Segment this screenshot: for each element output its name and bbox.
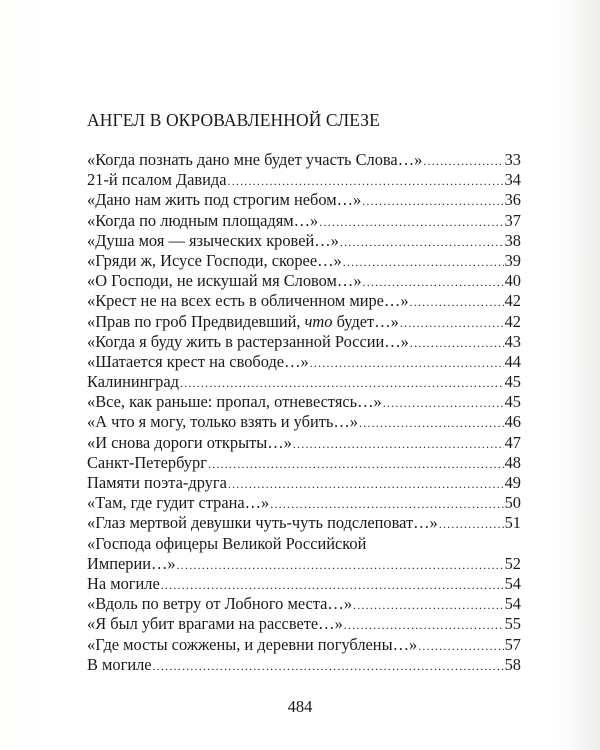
toc-page-number: 47 bbox=[504, 432, 521, 452]
toc-entry: «Душа моя — языческих кровей…» ..... 38 bbox=[87, 231, 521, 251]
toc-page-number: 46 bbox=[504, 412, 521, 432]
toc-entry: «Вдоль по ветру от Лобного места…» ..... 54 bbox=[87, 594, 521, 614]
toc-page-number: 38 bbox=[504, 230, 521, 250]
page-number: 484 bbox=[287, 697, 313, 716]
toc-entry: Памяти поэта-друга ..... 49 bbox=[87, 473, 521, 493]
table-of-contents bbox=[87, 150, 521, 675]
toc-entry: 21-й псалом Давида ..... 34 bbox=[87, 170, 521, 190]
toc-entry: Калининград ..... 45 bbox=[87, 372, 521, 392]
toc-entry: «Когда познать дано мне будет участь Слова…» ..... 33 bbox=[87, 150, 521, 170]
toc-page-number: 51 bbox=[504, 513, 521, 533]
toc-page-number: 36 bbox=[504, 190, 521, 210]
toc-entry: На могиле ..... 54 bbox=[87, 574, 521, 594]
toc-entry: «А что я могу, только взять и убить…» ..... 46 bbox=[87, 412, 521, 432]
toc-page-number: 34 bbox=[504, 170, 521, 190]
toc-page-number: 49 bbox=[504, 473, 521, 492]
toc-entry: «Господа офицеры Великой Российской Империи…» ..... 52 bbox=[87, 534, 521, 574]
toc-entry: В могиле ..... 58 bbox=[87, 655, 521, 675]
toc-entry: «Глаз мертвой девушки чуть-чуть подслеповат…» ..... 51 bbox=[87, 513, 521, 533]
toc-entry: «Я был убит врагами на рассвете…» ..... 55 bbox=[87, 614, 521, 634]
toc-page-number: 33 bbox=[504, 150, 521, 169]
page-edge-shadow bbox=[574, 0, 600, 750]
toc-page-number: 48 bbox=[504, 452, 521, 472]
toc-page-number: 55 bbox=[504, 614, 521, 634]
toc-page-number: 54 bbox=[504, 594, 521, 614]
toc-entry: «Там, где гудит страна…» ..... 50 bbox=[87, 493, 521, 513]
toc-entry: «Все, как раньше: пропал, отневестясь…» ..... 45 bbox=[87, 392, 521, 412]
toc-page-number: 42 bbox=[504, 311, 521, 331]
toc-entry: «Шатается крест на свободе…» ..... 44 bbox=[87, 352, 521, 372]
toc-entry: «О Господи, не искушай мя Словом…» ..... 40 bbox=[87, 271, 521, 291]
toc-entry: «Прав по гроб Предвидевший, что будет…» ..... 42 bbox=[87, 312, 521, 332]
section-title: АНГЕЛ В ОКРОВАВЛЕННОЙ СЛЕЗЕ bbox=[87, 110, 380, 130]
toc-page-number: 45 bbox=[504, 392, 521, 412]
emphasized-word: что bbox=[304, 311, 333, 331]
toc-page-number: 39 bbox=[504, 250, 521, 270]
toc-page-number: 42 bbox=[504, 291, 521, 311]
toc-entry: «Дано нам жить под строгим небом…» ..... 36 bbox=[87, 190, 521, 210]
toc-entry: «Гряди ж, Исусе Господи, скорее…» ..... 39 bbox=[87, 251, 521, 271]
toc-entry: Санкт-Петербург ..... 48 bbox=[87, 453, 521, 473]
toc-page-number: 45 bbox=[504, 372, 521, 392]
toc-entry: «Где мосты сожжены, и деревни погублены…» ..... 57 bbox=[87, 635, 521, 655]
toc-page-number: 54 bbox=[504, 573, 521, 593]
toc-page-number: 43 bbox=[504, 331, 521, 351]
toc-entry: «Крест не на всех есть в обличенном мире…» ..... 42 bbox=[87, 291, 521, 311]
toc-page-number: 37 bbox=[504, 210, 521, 230]
toc-entry: «Когда я буду жить в растерзанной России…» ..... 43 bbox=[87, 332, 521, 352]
toc-page-number: 57 bbox=[504, 634, 521, 654]
toc-page-number: 52 bbox=[504, 553, 521, 573]
toc-page-number: 58 bbox=[504, 654, 521, 674]
toc-entry: «Когда по людным площадям…» ..... 37 bbox=[87, 211, 521, 231]
toc-entry: «И снова дороги открыты…» ..... 47 bbox=[87, 433, 521, 453]
toc-page-number: 50 bbox=[504, 493, 521, 513]
toc-page-number: 40 bbox=[504, 271, 521, 291]
toc-page-number: 44 bbox=[504, 351, 521, 371]
